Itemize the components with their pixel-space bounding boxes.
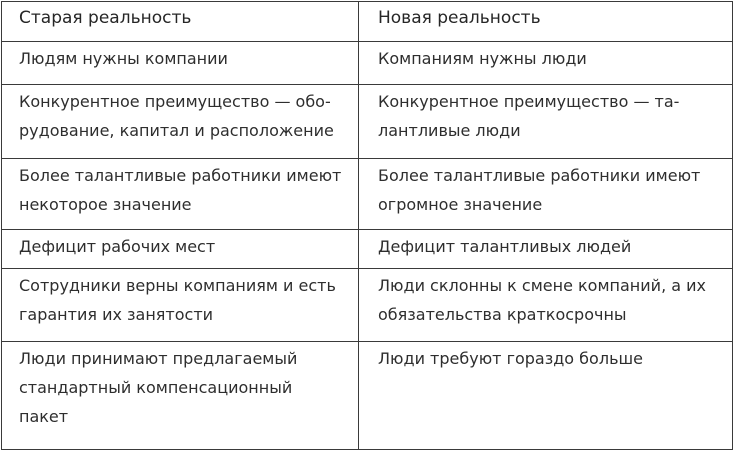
table-row — [2, 85, 732, 159]
cell-text-line: пакет — [19, 407, 69, 426]
table-header-row — [2, 2, 732, 42]
cell-text-line: гарантия их занятости — [19, 305, 214, 324]
table-cell-old — [2, 342, 359, 449]
table-cell-new — [359, 230, 732, 268]
cell-text-line: Дефицит талантливых людей — [378, 237, 632, 256]
table-cell-old — [2, 159, 359, 229]
table-row — [2, 342, 732, 449]
cell-text-line: Люди требуют гораздо больше — [378, 349, 643, 368]
table-cell-new — [359, 42, 732, 84]
table-row — [2, 230, 732, 269]
header-new-reality: Новая реальность — [378, 8, 541, 28]
cell-text-line: Конкурентное преимущество — обо- — [19, 92, 331, 111]
cell-text-line: рудование, капитал и расположение — [19, 121, 334, 140]
table-cell-old — [2, 85, 359, 158]
cell-text-line: Людям нужны компании — [19, 49, 228, 68]
table-cell-old — [2, 42, 359, 84]
table-cell-new — [359, 85, 732, 158]
table-cell-new — [359, 159, 732, 229]
cell-text-line: стандартный компенсационный — [19, 378, 293, 397]
cell-text-line: Люди склонны к смене компаний, а их — [378, 276, 706, 295]
cell-text-line: огромное значение — [378, 195, 543, 214]
table-cell-old — [2, 230, 359, 268]
table-row — [2, 42, 732, 85]
table-cell-new — [359, 342, 732, 449]
cell-text-line: Более талантливые работники имеют — [378, 166, 701, 185]
cell-text-line: Сотрудники верны компаниям и есть — [19, 276, 336, 295]
table-row — [2, 269, 732, 342]
cell-text-line: обязательства краткосрочны — [378, 305, 627, 324]
cell-text-line: Более талантливые работники имеют — [19, 166, 342, 185]
cell-text-line: Конкурентное преимущество — та- — [378, 92, 680, 111]
table-cell-old — [2, 269, 359, 341]
cell-text-line: Люди принимают предлагаемый — [19, 349, 298, 368]
cell-text-line: Компаниям нужны люди — [378, 49, 587, 68]
header-old-reality: Старая реальность — [19, 8, 192, 28]
header-cell-new-reality — [359, 2, 732, 41]
cell-text-line: Дефицит рабочих мест — [19, 237, 216, 256]
table-row — [2, 159, 732, 230]
table-cell-new — [359, 269, 732, 341]
cell-text-line: некоторое значение — [19, 195, 192, 214]
cell-text-line: лантливые люди — [378, 121, 521, 140]
comparison-table — [1, 1, 733, 450]
header-cell-old-reality — [2, 2, 359, 41]
